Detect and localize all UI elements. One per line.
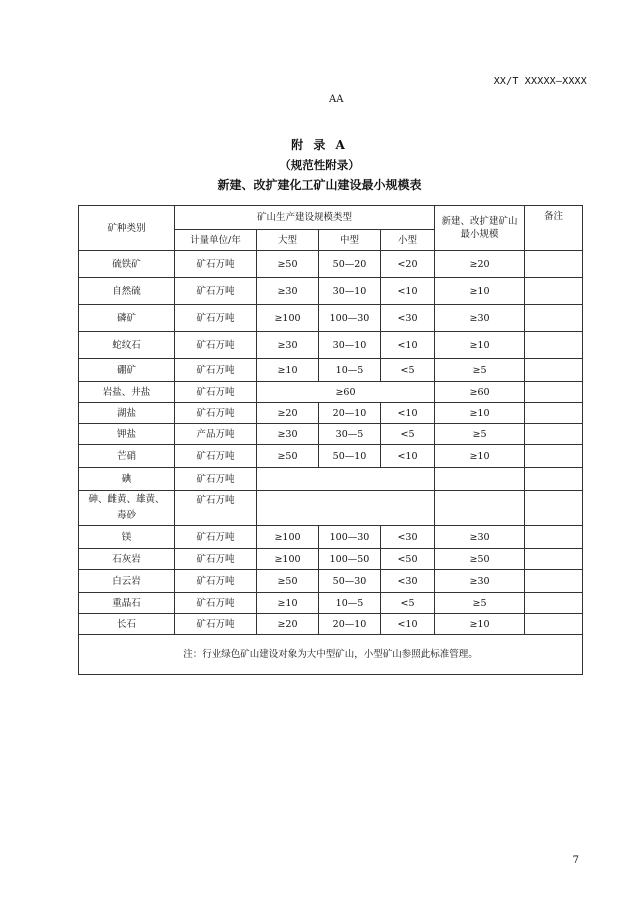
cell-min-scale — [435, 491, 525, 526]
cell-mineral: 长石 — [79, 614, 175, 635]
cell-small: <5 — [381, 359, 435, 382]
cell-large: ≥30 — [257, 332, 319, 359]
table-row — [79, 382, 583, 403]
table-title: 新建、改扩建化工矿山建设最小规模表 — [217, 178, 422, 192]
cell-unit: 矿石万吨 — [175, 382, 257, 403]
table-row — [79, 424, 583, 445]
page-number: 7 — [572, 855, 579, 866]
cell-unit: 矿石万吨 — [175, 468, 257, 491]
cell-min-scale: ≥10 — [435, 332, 525, 359]
cell-unit: 矿石万吨 — [175, 305, 257, 332]
cell-small: <20 — [381, 251, 435, 278]
cell-min-scale: ≥30 — [435, 570, 525, 593]
cell-mineral: 磷矿 — [79, 305, 175, 332]
cell-mineral: 湖盐 — [79, 403, 175, 424]
cell-remark — [525, 424, 583, 445]
cell-large: ≥100 — [257, 305, 319, 332]
cell-small: <5 — [381, 593, 435, 614]
cell-unit: 矿石万吨 — [175, 403, 257, 424]
cell-mineral: 碘 — [79, 468, 175, 491]
cell-small: <10 — [381, 332, 435, 359]
cell-large: ≥10 — [257, 593, 319, 614]
cell-medium: 30—5 — [319, 424, 381, 445]
cell-large: ≥30 — [257, 278, 319, 305]
cell-mineral: 芒硝 — [79, 445, 175, 468]
cell-large: ≥50 — [257, 445, 319, 468]
cell-remark — [525, 526, 583, 549]
cell-remark — [525, 278, 583, 305]
cell-unit: 矿石万吨 — [175, 251, 257, 278]
cell-remark — [525, 614, 583, 635]
cell-large: ≥50 — [257, 251, 319, 278]
table-row — [79, 305, 583, 332]
cell-min-scale: ≥10 — [435, 445, 525, 468]
document-code: XX/T XXXXX—XXXX — [493, 76, 587, 87]
cell-medium: 100—30 — [319, 526, 381, 549]
cell-min-scale: ≥5 — [435, 359, 525, 382]
cell-medium: 10—5 — [319, 593, 381, 614]
cell-min-scale: ≥10 — [435, 403, 525, 424]
min-scale-table — [78, 205, 583, 675]
table-note: 注：行业绿色矿山建设对象为大中型矿山，小型矿山参照此标准管理。 — [79, 635, 583, 675]
cell-min-scale: ≥30 — [435, 526, 525, 549]
cell-medium: 20—10 — [319, 403, 381, 424]
cell-mineral: 镁 — [79, 526, 175, 549]
cell-unit: 矿石万吨 — [175, 491, 257, 526]
cell-mineral: 岩盐、井盐 — [79, 382, 175, 403]
cell-min-scale: ≥10 — [435, 278, 525, 305]
cell-merged-scale: ≥60 — [257, 382, 435, 403]
cell-min-scale: ≥10 — [435, 614, 525, 635]
cell-large: ≥50 — [257, 570, 319, 593]
cell-min-scale: ≥20 — [435, 251, 525, 278]
cell-merged-scale — [257, 468, 435, 491]
cell-small: <30 — [381, 305, 435, 332]
cell-small: <10 — [381, 614, 435, 635]
cell-medium: 30—10 — [319, 332, 381, 359]
cell-medium: 50—10 — [319, 445, 381, 468]
cell-mineral: 自然硫 — [79, 278, 175, 305]
table-row — [79, 251, 583, 278]
cell-unit: 矿石万吨 — [175, 570, 257, 593]
cell-remark — [525, 251, 583, 278]
cell-unit: 矿石万吨 — [175, 526, 257, 549]
cell-medium: 100—50 — [319, 549, 381, 570]
cell-merged-scale — [257, 491, 435, 526]
table-row — [79, 491, 583, 526]
cell-small: <5 — [381, 424, 435, 445]
cell-mineral: 重晶石 — [79, 593, 175, 614]
table-row — [79, 593, 583, 614]
cell-mineral: 硫铁矿 — [79, 251, 175, 278]
cell-mineral: 白云岩 — [79, 570, 175, 593]
cell-medium: 30—10 — [319, 278, 381, 305]
cell-unit: 矿石万吨 — [175, 278, 257, 305]
cell-unit: 矿石万吨 — [175, 614, 257, 635]
appendix-title: 附 录 A — [291, 138, 348, 152]
table-body — [79, 206, 583, 675]
cell-unit: 矿石万吨 — [175, 549, 257, 570]
cell-large: ≥10 — [257, 359, 319, 382]
cell-large: ≥100 — [257, 526, 319, 549]
header-mark: AA — [329, 94, 344, 105]
cell-min-scale: ≥60 — [435, 382, 525, 403]
cell-remark — [525, 491, 583, 526]
cell-mineral: 硼矿 — [79, 359, 175, 382]
cell-medium: 50—30 — [319, 570, 381, 593]
appendix-subtitle: （规范性附录） — [279, 158, 360, 172]
cell-large: ≥100 — [257, 549, 319, 570]
cell-remark — [525, 570, 583, 593]
cell-large: ≥20 — [257, 403, 319, 424]
cell-small: <30 — [381, 526, 435, 549]
header-min-scale: 新建、改扩建矿山最小规模 — [435, 206, 525, 251]
cell-medium: 20—10 — [319, 614, 381, 635]
cell-min-scale: ≥5 — [435, 593, 525, 614]
cell-medium: 50—20 — [319, 251, 381, 278]
cell-min-scale — [435, 468, 525, 491]
header-medium: 中型 — [319, 230, 381, 251]
cell-small: <10 — [381, 278, 435, 305]
table-row — [79, 332, 583, 359]
header-mineral: 矿种类别 — [79, 206, 175, 251]
cell-min-scale: ≥30 — [435, 305, 525, 332]
table-header-row — [79, 206, 583, 230]
cell-remark — [525, 468, 583, 491]
table-row — [79, 468, 583, 491]
cell-remark — [525, 549, 583, 570]
cell-remark — [525, 403, 583, 424]
table-row — [79, 526, 583, 549]
header-scale-group: 矿山生产建设规模类型 — [175, 206, 435, 230]
cell-mineral: 砷、雌黄、雄黄、毒砂 — [79, 491, 175, 526]
table-row — [79, 278, 583, 305]
header-small: 小型 — [381, 230, 435, 251]
cell-remark — [525, 382, 583, 403]
cell-remark — [525, 445, 583, 468]
header-large: 大型 — [257, 230, 319, 251]
header-remark: 备注 — [525, 206, 583, 251]
table-row — [79, 445, 583, 468]
cell-medium: 10—5 — [319, 359, 381, 382]
cell-remark — [525, 359, 583, 382]
cell-unit: 矿石万吨 — [175, 445, 257, 468]
cell-remark — [525, 305, 583, 332]
cell-unit: 矿石万吨 — [175, 332, 257, 359]
cell-small: <10 — [381, 445, 435, 468]
cell-medium: 100—30 — [319, 305, 381, 332]
cell-small: <10 — [381, 403, 435, 424]
cell-unit: 矿石万吨 — [175, 359, 257, 382]
cell-remark — [525, 593, 583, 614]
cell-unit: 矿石万吨 — [175, 593, 257, 614]
cell-min-scale: ≥5 — [435, 424, 525, 445]
cell-small: <50 — [381, 549, 435, 570]
table-row — [79, 549, 583, 570]
table-row — [79, 570, 583, 593]
cell-small: <30 — [381, 570, 435, 593]
table-row — [79, 359, 583, 382]
cell-mineral: 蛇纹石 — [79, 332, 175, 359]
table-row — [79, 614, 583, 635]
cell-large: ≥30 — [257, 424, 319, 445]
table-row — [79, 403, 583, 424]
cell-mineral: 钾盐 — [79, 424, 175, 445]
table-note-row — [79, 635, 583, 675]
cell-unit: 产品万吨 — [175, 424, 257, 445]
header-unit: 计量单位/年 — [175, 230, 257, 251]
cell-remark — [525, 332, 583, 359]
cell-mineral: 石灰岩 — [79, 549, 175, 570]
cell-min-scale: ≥50 — [435, 549, 525, 570]
cell-large: ≥20 — [257, 614, 319, 635]
